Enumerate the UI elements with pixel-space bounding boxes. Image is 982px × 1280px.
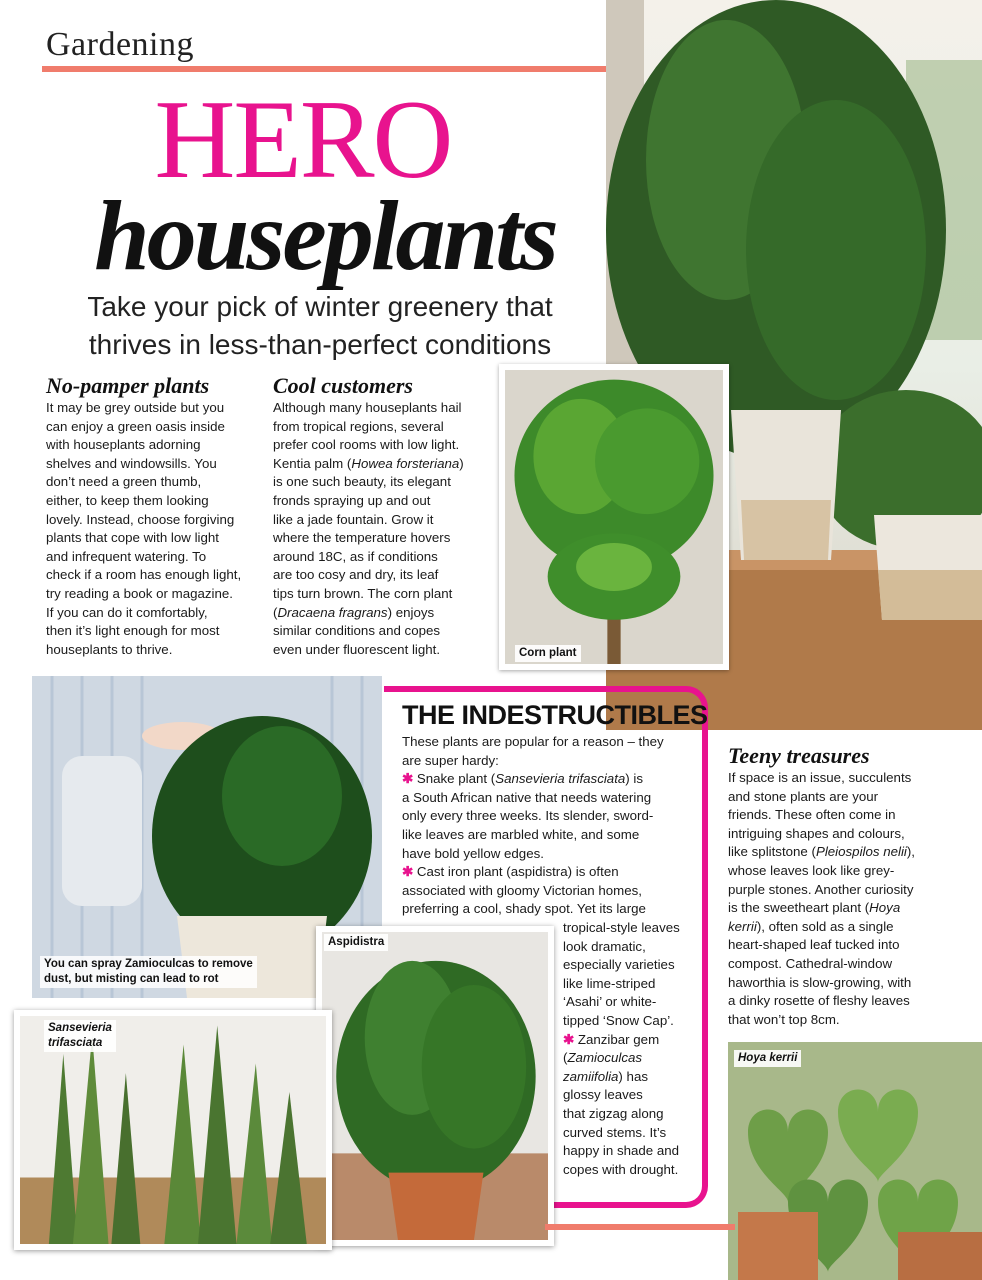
text-line: try reading a book or magazine. bbox=[46, 585, 234, 601]
text-line: like a jade fountain. Grow it bbox=[273, 511, 434, 527]
header-rule bbox=[42, 66, 606, 72]
section-label: Gardening bbox=[46, 26, 195, 63]
text-line: like leaves are marbled white, and some bbox=[402, 826, 640, 842]
text-line: intriguing shapes and colours, bbox=[728, 825, 905, 841]
text-line: purple stones. Another curiosity bbox=[728, 881, 914, 897]
text-line: houseplants to thrive. bbox=[46, 641, 173, 657]
text-line: don’t need a green thumb, bbox=[46, 474, 202, 490]
text-line: ✱ Cast iron plant (aspidistra) is often bbox=[402, 864, 619, 880]
heading-cool-customers: Cool customers bbox=[273, 373, 413, 398]
photo-hoya-kerrii bbox=[728, 1042, 982, 1280]
photo-aspidistra bbox=[316, 926, 554, 1246]
caption-line: Sansevieria bbox=[48, 1022, 112, 1034]
text-line: tropical-style leaves bbox=[563, 920, 680, 935]
text-line: These plants are popular for a reason – they bbox=[402, 734, 664, 749]
text-line: like splitstone (Pleiospilos nelii), bbox=[728, 844, 915, 860]
text-line: around 18C, as if conditions bbox=[273, 548, 438, 564]
title-houseplants: houseplants bbox=[94, 180, 556, 291]
text-line: and infrequent watering. To bbox=[46, 548, 207, 564]
text-line: a dinky rosette of fleshy leaves bbox=[728, 993, 910, 1009]
text-line: with houseplants adorning bbox=[46, 437, 201, 453]
text-line: curved stems. It’s bbox=[563, 1124, 667, 1140]
text-line: either, to keep them looking bbox=[46, 492, 209, 508]
text-line: Although many houseplants hail bbox=[273, 400, 462, 415]
text-line: It may be grey outside but you bbox=[46, 400, 225, 415]
text-line: shelves and windowsills. You bbox=[46, 455, 217, 471]
text-line: happy in shade and bbox=[563, 1143, 680, 1159]
body-teeny-treasures bbox=[728, 769, 968, 1029]
text-line: heart-shaped leaf tucked into bbox=[728, 937, 900, 953]
caption-aspidistra: Aspidistra bbox=[324, 934, 388, 951]
text-line: can enjoy a green oasis inside bbox=[46, 418, 225, 434]
standfirst-line: Take your pick of winter greenery that bbox=[87, 291, 553, 322]
text-line: ✱ Zanzibar gem bbox=[563, 1031, 660, 1047]
asterisk-icon: ✱ bbox=[563, 1031, 575, 1047]
footer-rule bbox=[545, 1224, 735, 1230]
text-line: that won’t top 8cm. bbox=[728, 1011, 840, 1027]
indestructibles-body bbox=[402, 733, 698, 919]
text-line: is the sweetheart plant (Hoya bbox=[728, 900, 901, 916]
caption-line: You can spray Zamioculcas to remove bbox=[44, 958, 253, 970]
text-line: haworthia is slow-growing, with bbox=[728, 974, 912, 990]
text-line: (Dracaena fragrans) enjoys bbox=[273, 604, 435, 620]
text-line: only every three weeks. Its slender, sword- bbox=[402, 808, 654, 824]
text-line: lovely. Instead, choose forgiving bbox=[46, 511, 235, 527]
text-line: like lime-striped bbox=[563, 975, 656, 991]
text-line: tips turn brown. The corn plant bbox=[273, 585, 453, 601]
text-line: look dramatic, bbox=[563, 938, 646, 954]
text-line: even under fluorescent light. bbox=[273, 641, 441, 657]
indestructibles-body-narrow bbox=[563, 919, 698, 1179]
text-line: that zigzag along bbox=[563, 1105, 664, 1121]
text-line: compost. Cathedral-window bbox=[728, 955, 893, 971]
heading-teeny-treasures: Teeny treasures bbox=[728, 743, 870, 768]
asterisk-icon: ✱ bbox=[402, 771, 414, 787]
text-line: then it’s light enough for most bbox=[46, 623, 220, 639]
caption-sansevieria bbox=[44, 1020, 116, 1052]
text-line: are super hardy: bbox=[402, 752, 499, 768]
text-line: zamiifolia) has bbox=[563, 1068, 648, 1084]
caption-corn-plant: Corn plant bbox=[515, 645, 581, 662]
photo-sansevieria bbox=[14, 1010, 332, 1250]
text-line: is one such beauty, its elegant bbox=[273, 474, 451, 490]
asterisk-icon: ✱ bbox=[402, 864, 414, 880]
text-line: where the temperature hovers bbox=[273, 530, 451, 546]
text-line: whose leaves look like grey- bbox=[728, 862, 895, 878]
caption-hoya-kerrii: Hoya kerrii bbox=[734, 1050, 801, 1067]
text-line: associated with gloomy Victorian homes, bbox=[402, 882, 642, 898]
body-cool-customers bbox=[273, 399, 493, 659]
caption-line: trifasciata bbox=[48, 1037, 103, 1049]
heading-no-pamper: No-pamper plants bbox=[46, 373, 210, 398]
text-line: are too cosy and dry, its leaf bbox=[273, 567, 439, 583]
text-line: plants that cope with low light bbox=[46, 530, 219, 546]
photo-corn-plant bbox=[499, 364, 729, 670]
text-line: ✱ Snake plant (Sansevieria trifasciata) is bbox=[402, 771, 644, 787]
text-line: tipped ‘Snow Cap’. bbox=[563, 1012, 674, 1028]
title-hero: HERO bbox=[154, 78, 452, 202]
text-line: glossy leaves bbox=[563, 1087, 643, 1103]
text-line: prefer cool rooms with low light. bbox=[273, 437, 460, 453]
indestructibles-title: THE INDESTRUCTIBLES bbox=[402, 700, 708, 730]
text-line: from tropical regions, several bbox=[273, 418, 444, 434]
text-line: a South African native that needs watering bbox=[402, 789, 652, 805]
text-line: If space is an issue, succulents bbox=[728, 770, 912, 785]
text-line: preferring a cool, shady spot. Yet its large bbox=[402, 901, 646, 917]
text-line: friends. These often come in bbox=[728, 807, 896, 823]
text-line: If you can do it comfortably, bbox=[46, 604, 208, 620]
text-line: Kentia palm (Howea forsteriana) bbox=[273, 455, 464, 471]
text-line: ‘Asahi’ or white- bbox=[563, 994, 657, 1010]
text-line: similar conditions and copes bbox=[273, 623, 441, 639]
text-line: kerrii), often sold as a single bbox=[728, 918, 894, 934]
text-line: (Zamioculcas bbox=[563, 1050, 643, 1066]
standfirst bbox=[30, 288, 610, 364]
text-line: copes with drought. bbox=[563, 1161, 679, 1177]
caption-line: dust, but misting can lead to rot bbox=[44, 973, 219, 985]
text-line: fronds spraying up and out bbox=[273, 492, 431, 508]
text-line: and stone plants are your bbox=[728, 788, 879, 804]
text-line: check if a room has enough light, bbox=[46, 567, 242, 583]
body-no-pamper bbox=[46, 399, 261, 659]
text-line: especially varieties bbox=[563, 957, 675, 973]
caption-zamioculcas bbox=[40, 956, 257, 988]
text-line: have bold yellow edges. bbox=[402, 845, 544, 861]
standfirst-line: thrives in less-than-perfect conditions bbox=[88, 329, 552, 360]
